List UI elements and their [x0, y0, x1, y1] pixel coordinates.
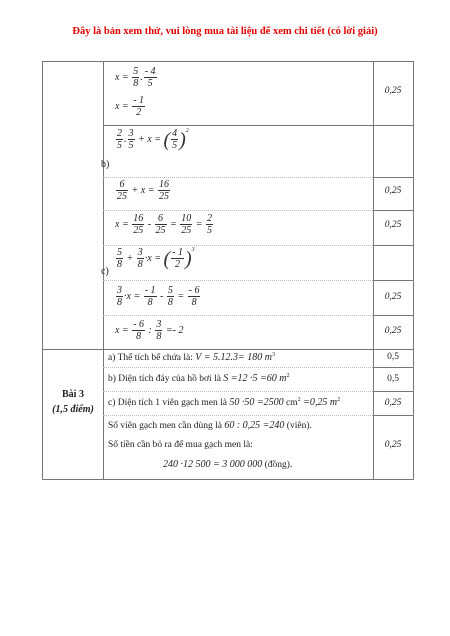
row-divider-dotted — [103, 280, 373, 281]
bai3-b: b) Diện tích đáy của hồ bơi là S =12 ·5 =60 $m^2$ — [108, 373, 290, 384]
answer-table — [42, 61, 414, 480]
row-divider — [373, 210, 413, 211]
score: 0,25 — [384, 326, 402, 336]
part-c-given: $\frac{5}{8}$ + $\frac{3}{8}$ ·x = ( $\frac{- 1}{2}$ )$^3$ — [117, 247, 195, 270]
part-c-step2: x = $\frac{- 6}{8}$ : $\frac{3}{8}$ =- 2 — [115, 319, 184, 342]
part-b-step2: x = $\frac{16}{25}$ - $\frac{6}{25}$ = $\frac{10}{25}$ = $\frac{2}{5}$ — [115, 213, 213, 236]
row-divider-dotted — [103, 177, 373, 178]
score: 0,5 — [387, 374, 399, 384]
row-divider-dotted — [103, 210, 373, 211]
problem-points: (1,5 điểm) — [52, 404, 94, 415]
row-divider-dotted — [103, 245, 373, 246]
row-divider-dotted — [103, 391, 373, 392]
part-c-label: c) — [101, 266, 109, 277]
score: 0,5 — [387, 352, 399, 362]
bai3-cost-line: Số tiền cần bỏ ra để mua gạch men là: — [108, 440, 253, 450]
row-divider — [373, 415, 413, 416]
bai3-cost-formula: 240 ·12 500 = 3 000 000 (đồng). — [163, 459, 293, 470]
row-divider — [373, 280, 413, 281]
row-divider — [373, 245, 413, 246]
part-b-step1: $\frac{6}{25}$ + x = $\frac{16}{25}$ — [117, 179, 169, 202]
row-divider — [373, 391, 413, 392]
row-divider — [373, 315, 413, 316]
score: 0,25 — [384, 220, 402, 230]
bai3-a: a) Thể tích bể chứa là: V = 5.12.3= 180 $m^3$ — [108, 352, 275, 363]
score: 0,25 — [384, 440, 402, 450]
row-divider — [43, 349, 413, 350]
bai3-tiles: Số viên gạch men cần dùng là 60 : 0,25 =240 (viên). — [108, 420, 312, 431]
eq-x-result: x = $\frac{- 1}{2}$ — [115, 95, 145, 118]
part-c-step1: $\frac{3}{8}$ ·x = $\frac{- 1}{8}$ - $\frac{5}{8}$ = $\frac{- 6}{8}$ — [117, 285, 200, 308]
row-divider — [103, 125, 413, 126]
problem-title: Bài 3 — [62, 389, 84, 400]
part-b-label: b) — [101, 159, 110, 170]
eq-x-product: x = $\frac{5}{8}$ . $\frac{- 4}{5}$ — [115, 66, 156, 89]
row-divider-dotted — [103, 367, 373, 368]
score: 0,25 — [384, 186, 402, 196]
bai3-c: c) Diện tích 1 viên gạch men là 50 ·50 =2500 $cm^2 =0,25$ $m^2$ — [108, 397, 341, 408]
row-divider — [373, 177, 413, 178]
score: 0,25 — [384, 292, 402, 302]
row-divider — [373, 367, 413, 368]
score: 0,25 — [384, 398, 402, 408]
row-divider-dotted — [103, 415, 373, 416]
row-divider-dotted — [103, 315, 373, 316]
part-b-given: $\frac{2}{5}$ . $\frac{3}{5}$ + x = ( $\frac{4}{5}$ )$^2$ — [117, 128, 189, 151]
score: 0,25 — [384, 86, 402, 96]
preview-banner: Đây là bản xem thử, vui lòng mua tài liệu để xem chi tiết (có lời giải) — [72, 26, 378, 37]
